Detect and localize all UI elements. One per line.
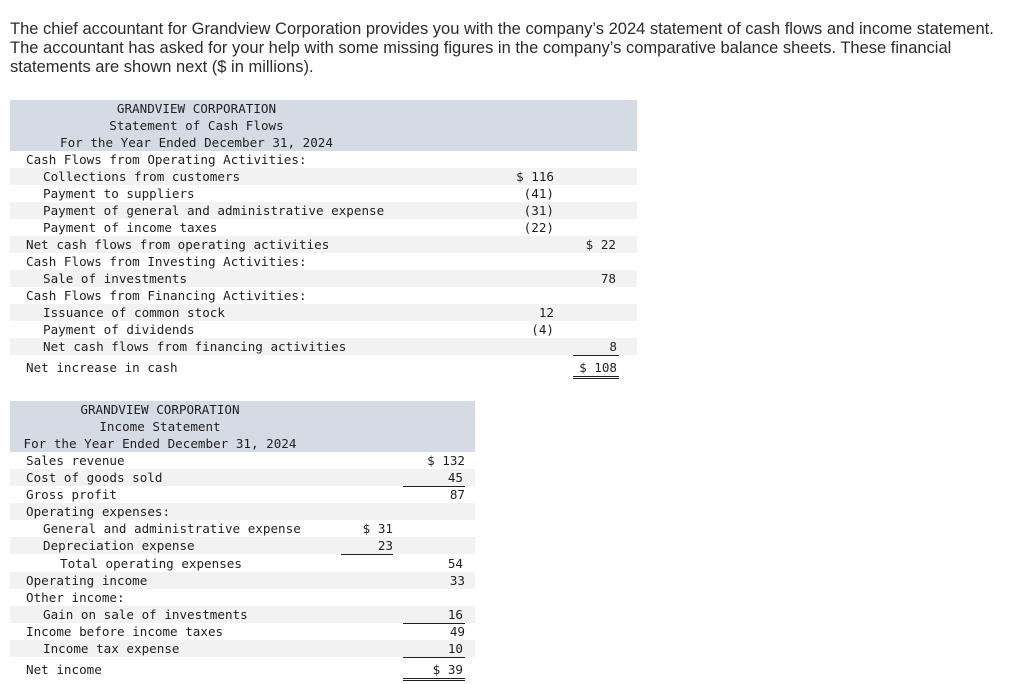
table-row [10, 555, 475, 572]
row-label: Payment to suppliers [43, 186, 195, 201]
row-label: Operating income [26, 573, 148, 588]
table-row [10, 151, 637, 168]
cash-flow-title: Statement of Cash Flows [109, 118, 284, 133]
row-amount: $ 116 [516, 169, 554, 184]
table-row [10, 606, 475, 623]
table-row [10, 202, 637, 219]
table-row [10, 623, 475, 640]
table-row [10, 219, 637, 236]
row-label: Payment of income taxes [43, 220, 218, 235]
row-amount: (41) [523, 186, 554, 201]
income-title: Income Statement [99, 419, 221, 434]
row-total: 33 [449, 573, 465, 588]
row-total: 10 [403, 640, 465, 658]
cash-flow-header [10, 100, 637, 151]
row-total: 87 [449, 487, 465, 502]
table-row [10, 537, 475, 554]
row-label: Cash Flows from Operating Activities: [26, 152, 307, 167]
row-amount: 12 [538, 305, 554, 320]
intro-paragraph: The chief accountant for Grandview Corporation provides you with the company’s 2024 statement of cash flows and income statement. The accountant has asked for your help with some missing figures in the company’s comparative balance sheets. These financial statements are shown next ($ in millions). [10, 20, 994, 76]
cash-flow-statement [10, 100, 637, 382]
row-label: Gross profit [26, 487, 117, 502]
table-row [10, 589, 475, 606]
table-row [10, 486, 475, 503]
row-label: Operating expenses: [26, 504, 171, 519]
cash-flow-company: GRANDVIEW CORPORATION [116, 101, 277, 116]
row-total: $ 22 [585, 237, 616, 252]
row-total: $ 39 [403, 661, 465, 681]
row-total: $ 132 [427, 453, 465, 468]
table-row [10, 640, 475, 657]
row-total: 8 [573, 338, 619, 356]
row-label: Net income [26, 662, 102, 677]
row-amount: (22) [508, 219, 556, 237]
table-row [10, 321, 637, 338]
table-row [10, 520, 475, 537]
row-label: Payment of dividends [43, 322, 195, 337]
row-label: Total operating expenses [60, 556, 242, 571]
table-row [10, 253, 637, 270]
cash-flow-period: For the Year Ended December 31, 2024 [60, 135, 333, 150]
income-period: For the Year Ended December 31, 2024 [23, 436, 297, 451]
row-label: Net cash flows from financing activities [43, 339, 347, 354]
row-amount: (31) [523, 203, 554, 218]
table-row [10, 469, 475, 486]
table-row [10, 452, 475, 469]
row-label: Net increase in cash [26, 360, 178, 375]
row-label: Cash Flows from Investing Activities: [26, 254, 307, 269]
row-label: Depreciation expense [43, 538, 195, 553]
row-label: Net cash flows from operating activities [26, 237, 330, 252]
table-row [10, 270, 637, 287]
row-label: Gain on sale of investments [43, 607, 248, 622]
income-statement [10, 401, 475, 684]
row-label: Collections from customers [43, 169, 241, 184]
row-total: 54 [403, 555, 465, 573]
row-label: Sales revenue [26, 453, 125, 468]
table-row [10, 572, 475, 589]
table-row [10, 503, 475, 520]
table-row [10, 359, 637, 376]
row-total: 78 [600, 271, 616, 286]
table-row [10, 304, 637, 321]
row-label: General and administrative expense [43, 521, 301, 536]
income-header [10, 401, 475, 452]
row-label: Payment of general and administrative expense [43, 203, 385, 218]
row-amount: (4) [508, 321, 556, 339]
row-amount: $ 31 [362, 521, 393, 536]
row-total: 16 [403, 606, 465, 624]
row-label: Income before income taxes [26, 624, 224, 639]
row-label: Cost of goods sold [26, 470, 163, 485]
row-label: Issuance of common stock [43, 305, 225, 320]
row-total: 49 [449, 624, 465, 639]
table-row [10, 287, 637, 304]
row-label: Other income: [26, 590, 125, 605]
row-total: $ 108 [573, 359, 619, 379]
table-row [10, 185, 637, 202]
table-row [10, 168, 637, 185]
row-total: 45 [403, 469, 465, 487]
row-label: Sale of investments [43, 271, 188, 286]
row-amount: 23 [341, 537, 393, 555]
table-row [10, 236, 637, 253]
table-row [10, 661, 475, 678]
table-row [10, 338, 637, 355]
row-label: Cash Flows from Financing Activities: [26, 288, 307, 303]
income-company: GRANDVIEW CORPORATION [80, 402, 240, 417]
row-label: Income tax expense [43, 641, 180, 656]
